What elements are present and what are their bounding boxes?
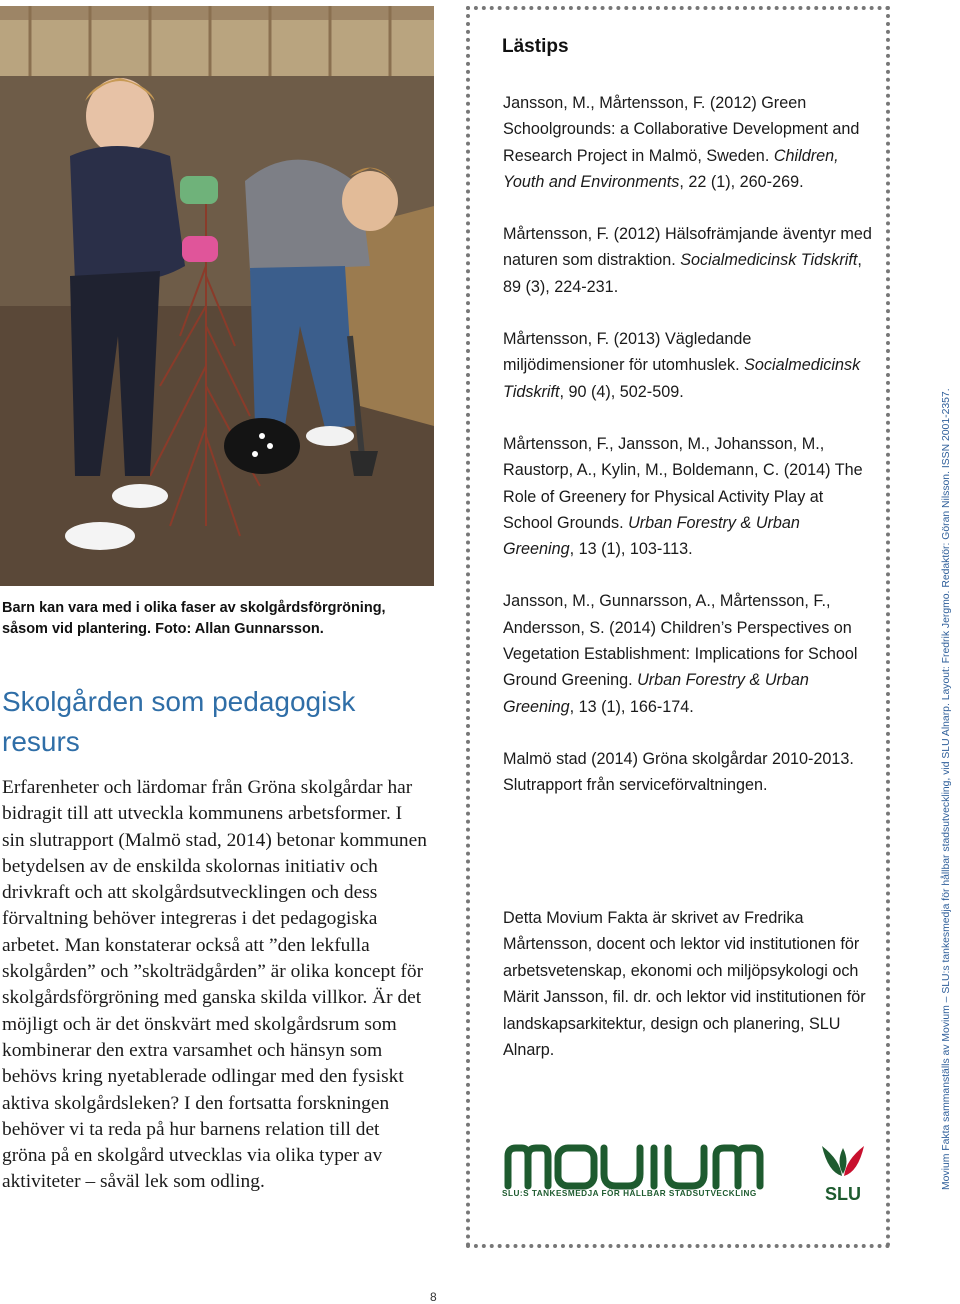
section-heading: Skolgården som pedagogisk resurs	[2, 686, 356, 757]
reference-item: Mårtensson, F., Jansson, M., Johansson, M., Raustorp, A., Kylin, M., Boldemann, C. (2014) The Role of Greenery for Physical Activity Play at School Grounds. Urban Forestry & Urban Greening, 13 (1), 103-113.	[503, 434, 863, 559]
body-text	[2, 775, 427, 1196]
photo-illustration	[0, 6, 434, 586]
reference-item: Jansson, M., Mårtensson, F. (2012) Green Schoolgrounds: a Collaborative Development and Research Project in Malmö, Sweden. Children, Youth and Environments, 22 (1), 260-269.	[503, 94, 860, 191]
reference-list	[503, 90, 873, 825]
photo-caption: Barn kan vara med i olika faser av skolgårdsförgröning, såsom vid plantering. Foto: Allan Gunnarsson.	[2, 600, 386, 637]
reference-item: Mårtensson, F. (2012) Hälsofrämjande äventyr med naturen som distraktion. Socialmedicinsk Tidskrift, 89 (3), 224-231.	[503, 225, 872, 296]
slu-logo	[812, 1142, 874, 1204]
body-paragraph: Erfarenheter och lärdomar från Gröna skolgårdar har bidragit till att utveckla kommunens arbetsformer. I sin slutrapport (Malmö stad, 2014) betonar kommunen betydelsen av de enskilda skolornas initiativ och drivkraft och att skolgårdsutvecklingen och dess förvaltning behöver integreras i det pedagogiska arbetet. Man konstaterar också att ”den lekfulla skolgården” och ”skolträdgården” är olika koncept för skolgårdsförgröning med ganska skilda villkor. Är det möjligt och är det önskvärt med skolgårdsrum som kombinerar den extra varsamhet och hänsyn som behövs kring nyetablerade odlingar med den fysiskt aktiva skolgårdsleken? I den fortsatta forskningen behöver vi ta reda på hur barnens relation till det gröna på en skolgård utvecklas via olika typer av aktiviteter – såväl lek som odling.	[2, 777, 427, 1193]
colophon-vertical-text: Movium Fakta sammanställs av Movium – SLU:s tankesmedja för hållbar stadsutveckling, vid SLU Alnarp. Layout: Fredrik Jergmo. Redaktör: Göran Nilsson. ISSN 2001-2357.	[941, 388, 952, 1190]
reference-item: Malmö stad (2014) Gröna skolgårdar 2010-2013. Slutrapport från serviceförvaltningen.	[503, 749, 854, 795]
author-note: Detta Movium Fakta är skrivet av Fredrika Mårtensson, docent och lektor vid institutionen för arbetsvetenskap, ekonomi och miljöpsykologi och Märit Jansson, fil. dr. och lektor vid institutionen för landskapsarkitektur, design och planering, SLU Alnarp.	[503, 909, 866, 1060]
reference-item: Jansson, M., Gunnarsson, A., Mårtensson, F., Andersson, S. (2014) Children’s Perspectives on Vegetation Establishment: Implications for School Ground Greening. Urban Forestry & Urban Greening, 13 (1), 166-174.	[503, 592, 858, 716]
slu-wordmark: SLU	[825, 1184, 861, 1204]
page-number: 8	[430, 1290, 437, 1304]
movium-tagline: SLU:S TANKESMEDJA FÖR HÅLLBAR STADSUTVECKLING	[502, 1189, 757, 1198]
reference-item: Mårtensson, F. (2013) Vägledande miljödimensioner för utomhuslek. Socialmedicinsk Tidskrift, 90 (4), 502-509.	[503, 330, 861, 401]
planting-photo	[0, 6, 434, 586]
reading-tips-title: Lästips	[502, 36, 569, 57]
